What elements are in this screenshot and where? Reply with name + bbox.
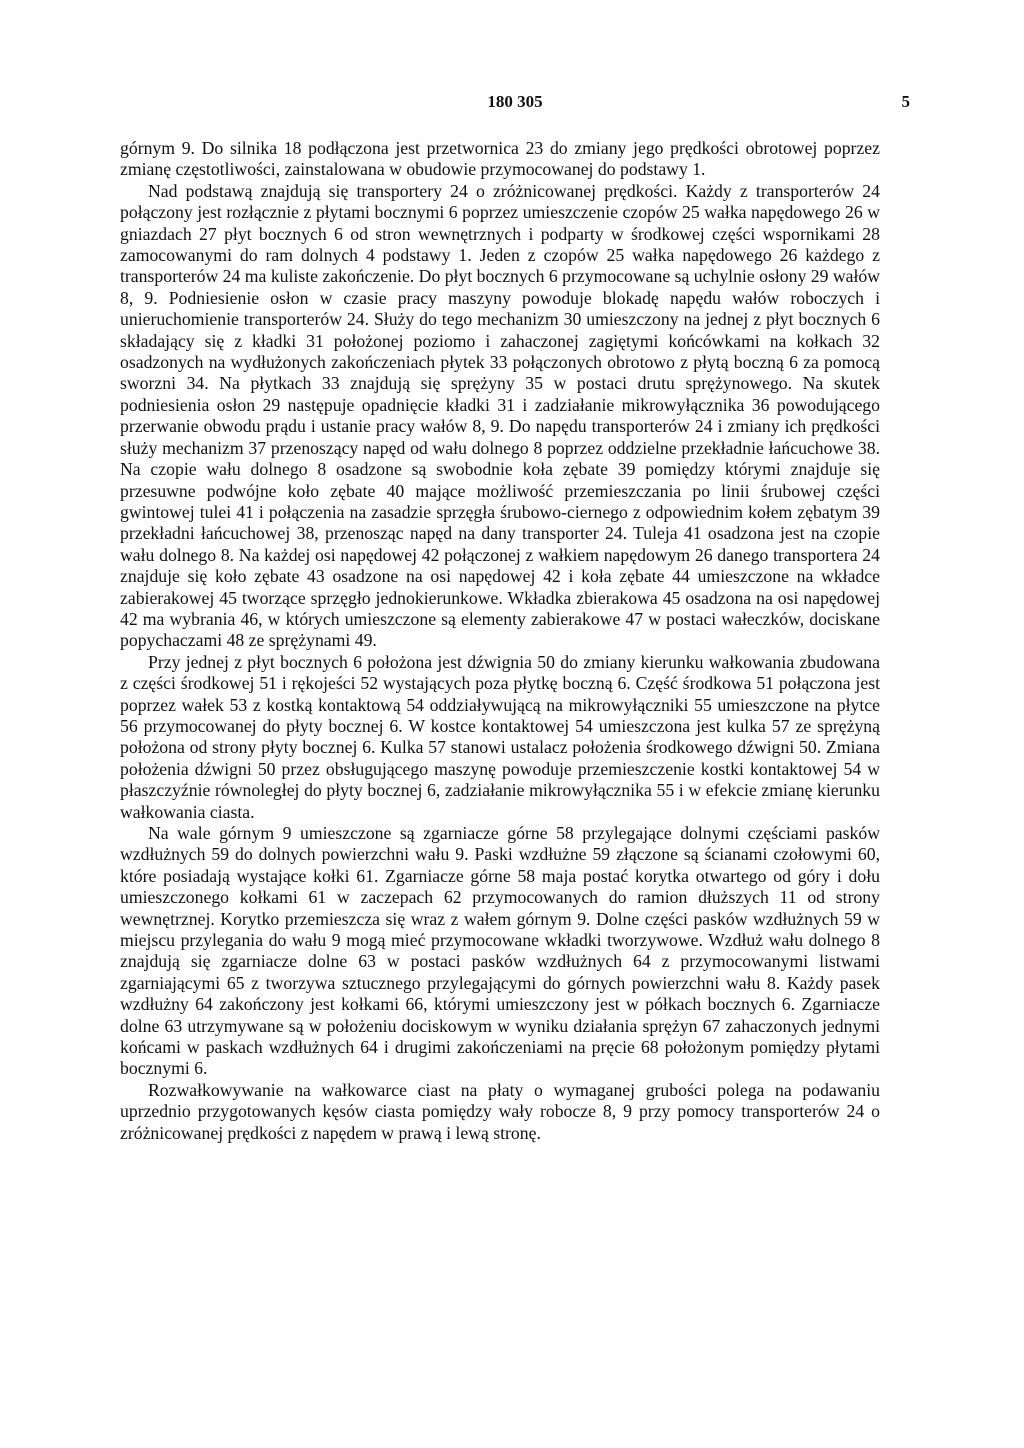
body-text <box>120 138 880 1144</box>
paragraph-4: Na wale górnym 9 umieszczone są zgarniacze górne 58 przylegające dolnymi częściami pasków wzdłużnych 59 do dolnych powierzchni wału 9. Paski wzdłużne 59 złączone są ścianami czołowymi 60, które posiadają wystające kołki 61. Zgarniacze górne 58 maja postać korytka otwartego od góry i dołu umieszczonego kołkami 61 w zaczepach 62 przymocowanych do ramion dłuższych 11 od strony wewnętrznej. Korytko przemieszcza się wraz z wałem górnym 9. Dolne części pasków wzdłużnych 59 w miejscu przylegania do wału 9 mogą mieć przymocowane wkładki tworzywowe. Wzdłuż wału dolnego 8 znajdują się zgarniacze dolne 63 w postaci pasków wzdłużnych 64 z przymocowanymi listwami zgarniającymi 65 z tworzywa sztucznego przylegającymi do górnych powierzchni wału 8. Każdy pasek wzdłużny 64 zakończony jest kołkami 66, którymi umieszczony jest w półkach bocznych 6. Zgarniacze dolne 63 utrzymywane są w położeniu dociskowym w wyniku działania sprężyn 67 zahaczonych jednymi końcami w paskach wzdłużnych 64 i drugimi zakończeniami na pręcie 68 położonym pomiędzy płytami bocznymi 6. <box>120 823 880 1079</box>
paragraph-2: Nad podstawą znajdują się transportery 24 o zróżnicowanej prędkości. Każdy z transporterów 24 połączony jest rozłącznie z płytami bocznymi 6 poprzez umieszczenie czopów 25 wałka napędowego 26 w gniazdach 27 płyt bocznych 6 od stron wewnętrznych i podparty w środkowej części wspornikami 28 zamocowanymi do ram dolnych 4 podstawy 1. Jeden z czopów 25 wałka napędowego 26 każdego z transporterów 24 ma kuliste zakończenie. Do płyt bocznych 6 przymocowane są uchylnie osłony 29 wałów 8, 9. Podniesienie osłon w czasie pracy maszyny powoduje blokadę napędu wałów roboczych i unieruchomienie transporterów 24. Służy do tego mechanizm 30 umieszczony na jednej z płyt bocznych 6 składający się z kładki 31 położonej poziomo i zahaczonej zagiętymi końcówkami na kołkach 32 osadzonych na wydłużonych zakończeniach płytek 33 połączonych obrotowo z płytą boczną 6 za pomocą sworzni 34. Na płytkach 33 znajdują się sprężyny 35 w postaci drutu sprężynowego. Na skutek podniesienia osłon 29 następuje opadnięcie kładki 31 i zadziałanie mikrowyłącznika 36 powodującego przerwanie obwodu prądu i ustanie pracy wałów 8, 9. Do napędu transporterów 24 i zmiany ich prędkości służy mechanizm 37 przenoszący napęd od wału dolnego 8 poprzez oddzielne przekładnie łańcuchowe 38. Na czopie wału dolnego 8 osadzone są swobodnie koła zębate 39 pomiędzy którymi znajduje się przesuwne podwójne koło zębate 40 mające możliwość przemieszczania po linii śrubowej części gwintowej tulei 41 i połączenia na zasadzie sprzęgła śrubowo-ciernego z odpowiednim kołem zębatym 39 przekładni łańcuchowej 38, przenosząc napęd na dany transporter 24. Tuleja 41 osadzona jest na czopie wału dolnego 8. Na każdej osi napędowej 42 połączonej z wałkiem napędowym 26 danego transportera 24 znajduje się koło zębate 43 osadzone na osi napędowej 42 i koła zębate 44 umieszczone na wkładce zabierakowej 45 tworzące sprzęgło jednokierunkowe. Wkładka zbierakowa 45 osadzona na osi napędowej 42 ma wybrania 46, w których umieszczone są elementy zabierakowe 47 w postaci wałeczków, dociskane popychaczami 48 ze sprężynami 49. <box>120 180 880 651</box>
page-number: 5 <box>901 92 910 111</box>
paragraph-5: Rozwałkowywanie na wałkowarce ciast na płaty o wymaganej grubości polega na podawaniu uprzednio przygotowanych kęsów ciasta pomiędzy wały robocze 8, 9 przy pomocy transporterów 24 o zróżnicowanej prędkości z napędem w prawą i lewą stronę. <box>120 1079 880 1143</box>
patent-number: 180 305 <box>487 92 543 111</box>
page-header <box>120 92 910 116</box>
paragraph-1: górnym 9. Do silnika 18 podłączona jest przetwornica 23 do zmiany jego prędkości obrotowej poprzez zmianę częstotliwości, zainstalowana w obudowie przymocowanej do podstawy 1. <box>120 138 880 180</box>
paragraph-3: Przy jednej z płyt bocznych 6 położona jest dźwignia 50 do zmiany kierunku wałkowania zbudowana z części środkowej 51 i rękojeści 52 wystających poza płytkę boczną 6. Część środkowa 51 połączona jest poprzez wałek 53 z kostką kontaktową 54 oddziaływującą na mikrowyłączniki 55 umieszczone na płytce 56 przymocowanej do płyty bocznej 6. W kostce kontaktowej 54 umieszczona jest kulka 57 ze sprężyną położona od strony płyty bocznej 6. Kulka 57 stanowi ustalacz położenia środkowego dźwigni 50. Zmiana położenia dźwigni 50 przez obsługującego maszynę powoduje przemieszczenie kostki kontaktowej 54 w płaszczyźnie równoległej do płyty bocznej 6, zadziałanie mikrowyłącznika 55 i w efekcie zmianę kierunku wałkowania ciasta. <box>120 651 880 822</box>
